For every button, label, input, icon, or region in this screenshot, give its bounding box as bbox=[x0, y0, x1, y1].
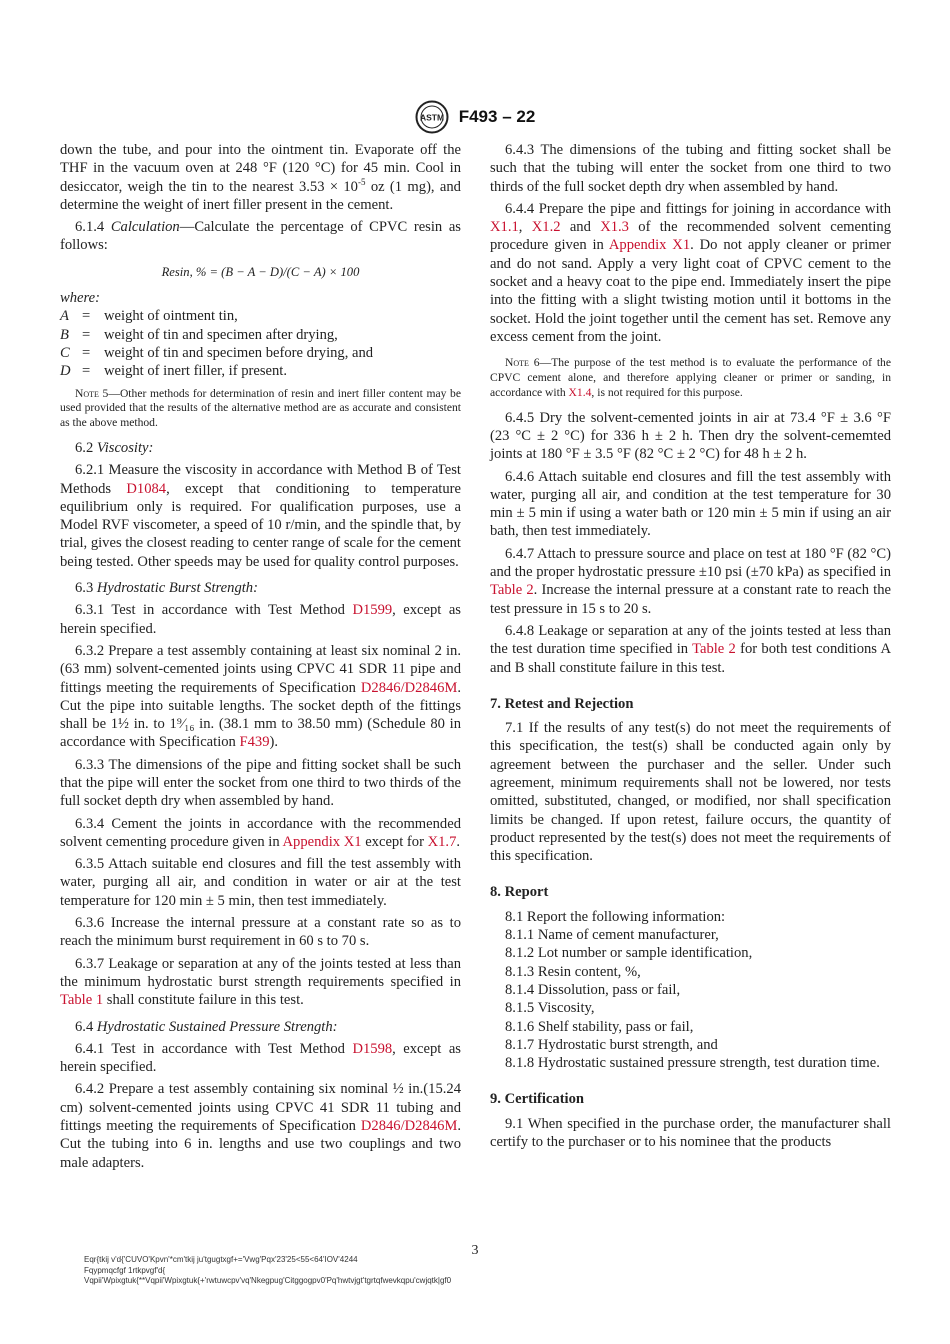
paragraph-6-3-6: 6.3.6 Increase the internal pressure at a constant rate so as to reach the minimum burst requirement in 60 s to 70 s. bbox=[60, 915, 461, 950]
section-8-heading: 8. Report bbox=[490, 884, 549, 901]
standard-designation: F493 – 22 bbox=[458, 107, 536, 126]
astm-logo bbox=[415, 100, 449, 134]
page-number: 3 bbox=[471, 1243, 479, 1258]
link-x1-4[interactable]: X1.4 bbox=[568, 385, 592, 399]
section-7-heading: 7. Retest and Rejection bbox=[490, 695, 634, 712]
paragraph-6-4-4: 6.4.4 Prepare the pipe and fittings for joining in accordance with X1.1, X1.2 and X1.3 of the recommended solvent cementing procedure given in Appendix X1. Do not apply cleaner or primer and do not sand. Apply a very light coat of CPVC cement to the socket and a heavy coat to the pipe end. Immediately insert the pipe into the fitting with a slight twisting motion until it bottoms in the socket. Hold the joint together until the cement has set. Remove any excess cement from the joint. bbox=[490, 200, 892, 345]
section-6-2-heading: 6.2 Viscosity: bbox=[75, 439, 154, 456]
link-d2846[interactable]: D2846/D2846M bbox=[360, 679, 458, 696]
definition-row: A = weight of ointment tin, bbox=[60, 308, 238, 325]
link-x1-3[interactable]: X1.3 bbox=[600, 219, 629, 236]
paragraph-7-1: 7.1 If the results of any test(s) do not meet the requirements of this specification, the test(s) shall be conducted again only by agreement between the purchaser and the seller. Under such agreement, minimum requirements shall not be lowered, nor tests omitted, substituted, changed, or modified, nor shall specification limits be changed. If upon retest, failure occurs, the quantity of product represented by the test(s) does not meet the requirements of this specification. bbox=[490, 720, 891, 865]
section-9-heading: 9. Certification bbox=[490, 1091, 585, 1108]
note-5: Note 5—Other methods for determination of resin and inert filler content may be used provided that the results of the alternative method are as accurate and consistent as the above method. bbox=[60, 386, 461, 430]
link-x1-2[interactable]: X1.2 bbox=[531, 219, 561, 236]
paragraph-6-4-2: 6.4.2 Prepare a test assembly containing six nominal ½ in.(15.24 cm) solvent-cemented joints using CPVC 41 SDR 11 tubing and fittings meeting the requirements of Specification D2846/D2846M. Cut the tubing into 6 in. lengths and use two couplings and two male adapters. bbox=[60, 1081, 461, 1171]
svg-text:ASTM: ASTM bbox=[419, 112, 444, 123]
paragraph-6-4-8: 6.4.8 Leakage or separation at any of the joints tested at less than the test duration time specified in Table 2 for both test conditions A and B shall constitute failure in this test. bbox=[490, 622, 891, 676]
link-appendix-x1[interactable]: Appendix X1 bbox=[608, 237, 691, 254]
page-header bbox=[0, 100, 950, 136]
list-item: 8.1.7 Hydrostatic burst strength, and bbox=[505, 1036, 718, 1053]
paragraph-6-3-7: 6.3.7 Leakage or separation at any of the joints tested at less than the minimum hydrostatic burst strength requirements specified in Table 1 shall constitute failure in this test. bbox=[60, 955, 461, 1009]
definition-row: D = weight of inert filler, if present. bbox=[60, 363, 287, 380]
right-column bbox=[490, 141, 891, 1151]
link-x1-7[interactable]: X1.7 bbox=[427, 833, 457, 850]
definition-row: C = weight of tin and specimen before drying, and bbox=[60, 344, 374, 361]
link-x1-1[interactable]: X1.1 bbox=[490, 219, 519, 236]
link-appendix-x1[interactable]: Appendix X1 bbox=[282, 833, 362, 850]
definition-row: B = weight of tin and specimen after drying, bbox=[60, 326, 338, 343]
paragraph-6-3-5: 6.3.5 Attach suitable end closures and fill the test assembly with water, purging all air, and condition in water or air at the test temperature for 120 min ± 5 min, then test immediately. bbox=[60, 856, 461, 909]
list-item: 8.1 Report the following information: bbox=[505, 908, 726, 925]
paragraph-6-3-1: 6.3.1 Test in accordance with Test Method D1599, except as herein specified. bbox=[60, 602, 461, 637]
paragraph-9-1: 9.1 When specified in the purchase order, the manufacturer shall certify to the purchaser or to his nominee that the products bbox=[490, 1115, 891, 1151]
paragraph-6-4-5: 6.4.5 Dry the solvent-cemented joints in air at 73.4 °F ± 3.6 °F (23 °C ± 2 °C) for 336 h ± 2 h. Then dry the solvent-cememted joints at 180 °F ± 3.5 °F (82 °C ± 2 °C) for 48 h ± 2 h. bbox=[490, 409, 891, 463]
link-d1599[interactable]: D1599 bbox=[352, 602, 393, 619]
list-item: 8.1.6 Shelf stability, pass or fail, bbox=[505, 1018, 694, 1035]
list-item: 8.1.8 Hydrostatic sustained pressure strength, test duration time. bbox=[505, 1055, 880, 1072]
license-footer bbox=[84, 1255, 784, 1287]
footer-line: Fqypmqcfgf 1rtkpvgf'd{ bbox=[84, 1265, 166, 1275]
variable-definitions bbox=[60, 307, 461, 380]
footer-line: Vqpii'Wpixgtuk{**Vqpii'Wpixgtuk{+'rwtuwcpv'vq'Nkegpug'Citggogpv0'Pq'hwtvjgt'tgrtqfwevkqpu'cwjqtk|gf0 bbox=[84, 1276, 452, 1285]
paragraph-6-3-4: 6.3.4 Cement the joints in accordance with the recommended solvent cementing procedure given in Appendix X1 except for X1.7. bbox=[60, 815, 461, 850]
link-table-2[interactable]: Table 2 bbox=[692, 641, 736, 658]
paragraph-6-3-3: 6.3.3 The dimensions of the pipe and fitting socket shall be such that the pipe will enter the socket from one third to two thirds of the full socket depth dry when assembled by hand. bbox=[60, 756, 461, 810]
calculation-paragraph: 6.1.4 Calculation—Calculate the percentage of CPVC resin as follows: bbox=[60, 219, 461, 254]
link-f439[interactable]: F439 bbox=[239, 734, 270, 751]
paragraph-6-3-2: 6.3.2 Prepare a test assembly containing at least six nominal 2 in. (63 mm) solvent-cemented joints using CPVC 41 SDR 11 pipe and fittings meeting the requirements of Specification D2846/D2846M. Cut the pipe into suitable lengths. The socket depth of the fittings shall be 1½ in. to 1⁹⁄₁₆ in. (38.1 mm to 38.50 mm) (Schedule 80 in accordance with Specification F439). bbox=[60, 642, 461, 751]
paragraph-6-4-6: 6.4.6 Attach suitable end closures and fill the test assembly with water, purging all air, and condition at the test temperature for 30 min ± 5 min if using a water bath or 120 min ± 5 min if using an air bath, then test immediately. bbox=[490, 468, 891, 540]
link-d2846[interactable]: D2846/D2846M bbox=[360, 1118, 458, 1135]
where-label: where: bbox=[60, 290, 100, 307]
paragraph: down the tube, and pour into the ointment tin. Evaporate off the THF in the vacuum oven at 248 °F (120 °C) for 45 min. Cool in desiccator, weigh the tin to the nearest $3.53 \times 10^{-5}$ oz (1 mg), and determine the weight of inert filler present in the cement. bbox=[60, 142, 461, 213]
note-6: Note 6—The purpose of the test method is to evaluate the performance of the CPVC cement alone, and therefore applying cleaner or primer or sanding, in accordance with X1.4, is not required for this purpose. bbox=[490, 356, 891, 399]
link-d1598[interactable]: D1598 bbox=[352, 1040, 393, 1057]
section-6-4-heading: 6.4 Hydrostatic Sustained Pressure Strength: bbox=[75, 1018, 338, 1035]
list-item: 8.1.1 Name of cement manufacturer, bbox=[505, 927, 719, 944]
resin-formula: Resin, % = (B − A − D)/(C − A) × 100 bbox=[161, 264, 360, 279]
list-item: 8.1.4 Dissolution, pass or fail, bbox=[505, 981, 681, 998]
section-6-3-heading: 6.3 Hydrostatic Burst Strength: bbox=[75, 580, 258, 597]
list-item: 8.1.5 Viscosity, bbox=[505, 1000, 595, 1017]
left-column bbox=[60, 141, 461, 1172]
link-table-2[interactable]: Table 2 bbox=[490, 582, 534, 599]
list-item: 8.1.2 Lot number or sample identification, bbox=[505, 945, 753, 962]
list-item: 8.1.3 Resin content, %, bbox=[505, 963, 641, 980]
footer-line: Eqr{tkij v'd{'CUVO'Kpvn'*cm'tkij ju'tgugtxgf+='Vwg'Pqx'23'25<55<64'IOV'4244 bbox=[84, 1255, 358, 1264]
paragraph-6-2-1: 6.2.1 Measure the viscosity in accordance with Method B of Test Methods D1084, except that conditioning to temperature equilibrium only is required. For qualification purposes, use a Model RVF viscometer, a speed of 10 r/min, and the spindle that, by trial, gives the closest reading to center range of scale for the cement being tested. Other speeds may be used for quality control purposes. bbox=[60, 462, 461, 570]
report-list bbox=[490, 908, 891, 1073]
paragraph-6-4-3: 6.4.3 The dimensions of the tubing and fitting socket shall be such that the tubing will enter the socket from one third to two thirds of the full socket depth dry when assembled by hand. bbox=[490, 142, 891, 195]
paragraph-6-4-1: 6.4.1 Test in accordance with Test Method D1598, except as herein specified. bbox=[60, 1040, 461, 1076]
paragraph-6-4-7: 6.4.7 Attach to pressure source and place on test at 180 °F (82 °C) and the proper hydrostatic pressure ±10 psi (±70 kPa) as specified in Table 2. Increase the internal pressure at a constant rate to reach the test pressure in 15 s to 20 s. bbox=[490, 545, 891, 617]
link-table-1[interactable]: Table 1 bbox=[60, 992, 104, 1009]
link-d1084[interactable]: D1084 bbox=[126, 480, 167, 497]
